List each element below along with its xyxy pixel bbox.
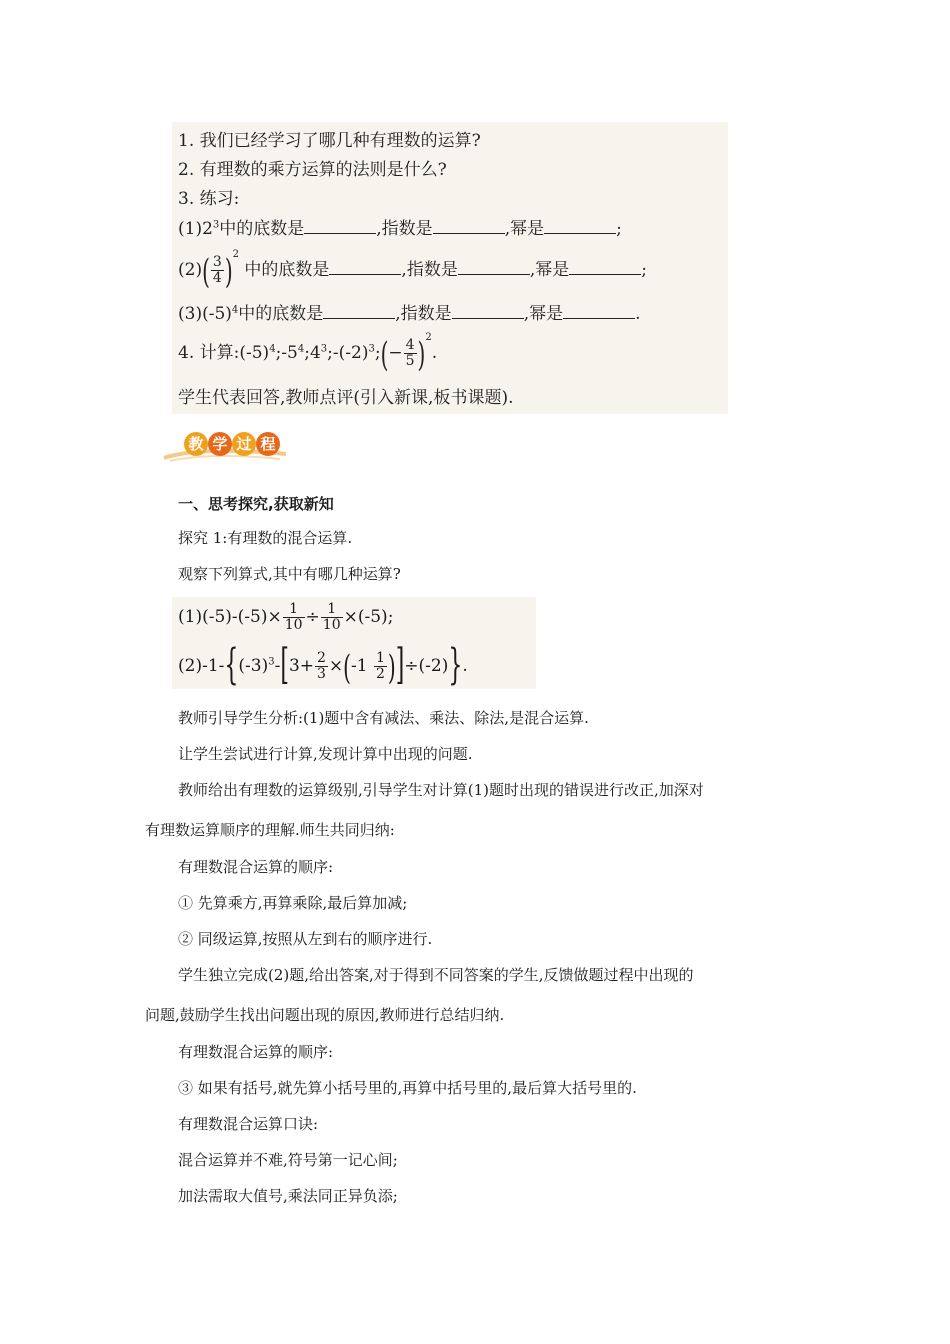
ex1-end: ;	[616, 219, 622, 239]
expr1-f1n: 1	[283, 602, 305, 618]
expr2-rbrace: }	[448, 641, 463, 690]
exercise-2	[178, 249, 647, 291]
paragraph-11: 混合运算并不难,符号第一记心间;	[178, 1151, 398, 1169]
paragraph-3b: 有理数运算顺序的理解.师生共同归纳:	[145, 821, 395, 839]
q4-fraction	[404, 338, 417, 369]
expr2-f2n: 1	[375, 650, 385, 666]
expr2-f2d: 2	[375, 666, 385, 682]
ex1-power-label: ,幂是	[504, 219, 545, 239]
q4-lparen: (	[380, 333, 389, 374]
ex3-base-blank[interactable]	[323, 304, 395, 319]
paragraph-10: 有理数混合运算口诀:	[178, 1115, 319, 1133]
expr2-lparen: (	[343, 646, 351, 687]
expr1-f2d: 10	[322, 617, 341, 633]
ex2-exp-label: ,指数是	[401, 260, 458, 280]
expr1-f1d: 10	[284, 617, 303, 633]
q4-sup1: 4	[269, 343, 276, 355]
ex2-base-blank[interactable]	[329, 260, 401, 275]
expr2-h: .	[462, 656, 468, 676]
ex3-base: (3)(-5)	[178, 304, 232, 324]
expr1-f2n: 1	[321, 602, 343, 618]
q4-end: .	[431, 343, 438, 363]
question-4: 4. 计算$:(-5)^4;-5^4;4^3;-(-2)^3;(-$ $\frac{4}{5}$ )$^2$.	[178, 332, 438, 374]
expression-1	[178, 602, 393, 633]
ex1-exp-blank[interactable]	[433, 219, 505, 234]
expr2-frac1	[315, 651, 328, 682]
expr1-frac2	[321, 602, 343, 633]
ex2-sup: 2	[232, 249, 240, 260]
ex1-exp-label: ,指数是	[376, 219, 433, 239]
answer-line: 学生代表回答,教师点评(引入新课,板书课题).	[178, 388, 514, 408]
ex1-label: 中的底数是	[219, 219, 305, 239]
banner-char-3: 过	[232, 432, 256, 456]
ex2-power-blank[interactable]	[569, 260, 641, 275]
expr2-d: 3+	[288, 656, 314, 676]
ex3-power-blank[interactable]	[563, 304, 635, 319]
teaching-process-banner	[160, 428, 290, 464]
question-2: 2. 有理数的乘方运算的法则是什么?	[178, 160, 447, 180]
ex2-lparen: (	[202, 250, 210, 291]
expr1-b: ×(-5);	[343, 607, 394, 627]
q4-sup5: 2	[425, 332, 432, 343]
q4-rparen: )	[417, 333, 426, 374]
expr2-f: -1	[350, 656, 368, 676]
ex1-power-blank[interactable]	[544, 219, 616, 234]
ex2-den: 4	[212, 270, 222, 286]
paragraph-5: ① 先算乘方,再算乘除,最后算加减;	[178, 894, 408, 912]
banner-char-4: 程	[256, 432, 280, 456]
ex3-power-label: ,幂是	[523, 304, 564, 324]
ex3-exp-label: ,指数是	[395, 304, 452, 324]
ex2-power-label: ,幂是	[529, 260, 570, 280]
paragraph-4: 有理数混合运算的顺序:	[178, 858, 334, 876]
paragraph-12: 加法需取大值号,乘法同正异负添;	[178, 1187, 398, 1205]
q4-den: 5	[405, 353, 415, 369]
expr2-lbrack: [	[280, 641, 289, 690]
paragraph-7a: 学生独立完成(2)题,给出答案,对于得到不同答案的学生,反馈做题过程中出现的	[178, 966, 694, 984]
q4-a: 4. 计算:(-5)	[178, 343, 270, 363]
ex1-base-blank[interactable]	[304, 219, 376, 234]
expr2-f1n: 2	[317, 650, 326, 666]
ex1-base: (1)2	[178, 219, 213, 239]
ex3-end: .	[635, 304, 641, 324]
q4-sup2: 4	[297, 343, 305, 355]
expr2-f1d: 3	[317, 666, 326, 682]
ex2-num: 3	[212, 254, 222, 270]
expr2-a: (2)-1-	[178, 656, 225, 676]
observe-line: 观察下列算式,其中有哪几种运算?	[178, 565, 401, 583]
expr2-frac2	[374, 651, 387, 682]
ex2-mid: 中的底数是	[244, 260, 330, 280]
expr2-lbrace: {	[224, 641, 239, 690]
expr2-rparen: )	[387, 646, 396, 687]
ex3-label: 中的底数是	[238, 304, 324, 324]
ex2-rparen: )	[224, 250, 233, 291]
exercise-1	[178, 219, 622, 239]
expr1-div: ÷	[305, 607, 320, 627]
q4-d: ;-(-2)	[327, 343, 369, 363]
expr2-c: -	[274, 656, 281, 676]
q4-e: ;	[374, 343, 381, 363]
q4-sup3: 3	[320, 343, 328, 355]
expr2-sup: 3	[268, 656, 275, 668]
paragraph-9: ③ 如果有括号,就先算小括号里的,再算中括号里的,最后算大括号里的.	[178, 1079, 637, 1097]
ex2-fraction	[211, 255, 224, 286]
paragraph-1: 教师引导学生分析:(1)题中含有减法、乘法、除法,是混合运算.	[178, 709, 589, 727]
expr2-e: ×	[328, 656, 344, 676]
paragraph-2: 让学生尝试进行计算,发现计算中出现的问题.	[178, 745, 473, 763]
expr1-a: (1)(-5)-(-5)×	[178, 607, 282, 627]
banner-char-2: 学	[208, 432, 232, 456]
ex2-label: (2)	[178, 260, 203, 280]
ex1-sup: 3	[212, 219, 220, 231]
expression-2	[178, 641, 468, 690]
exercise-3	[178, 304, 641, 324]
expr1-frac1	[283, 602, 305, 633]
ex2-end: ;	[641, 260, 647, 280]
question-3: 3. 练习:	[178, 189, 240, 209]
expr2-b: (-3)	[238, 656, 269, 676]
paragraph-3a: 教师给出有理数的运算级别,引导学生对计算(1)题时出现的错误进行改正,加深对	[178, 781, 704, 799]
explore-1: 探究 1:有理数的混合运算.	[178, 529, 353, 547]
q4-num: 4	[405, 337, 415, 353]
q4-c: ;4	[304, 343, 321, 363]
expr2-rbrack: ]	[395, 641, 405, 690]
q4-b: ;-5	[275, 343, 298, 363]
q4-sup4: 3	[368, 343, 375, 355]
paragraph-7b: 问题,鼓励学生找出问题出现的原因,教师进行总结归纳.	[145, 1006, 505, 1024]
ex3-exp-blank[interactable]	[452, 304, 524, 319]
paragraph-8: 有理数混合运算的顺序:	[178, 1043, 334, 1061]
section-heading: 一、思考探究,获取新知	[178, 495, 334, 513]
expr2-g: ÷(-2)	[404, 656, 449, 676]
question-1: 1. 我们已经学习了哪几种有理数的运算?	[178, 131, 481, 151]
paragraph-6: ② 同级运算,按照从左到右的顺序进行.	[178, 930, 433, 948]
ex2-exp-blank[interactable]	[458, 260, 530, 275]
banner-char-1: 教	[184, 432, 208, 456]
ex3-sup: 4	[231, 304, 239, 316]
